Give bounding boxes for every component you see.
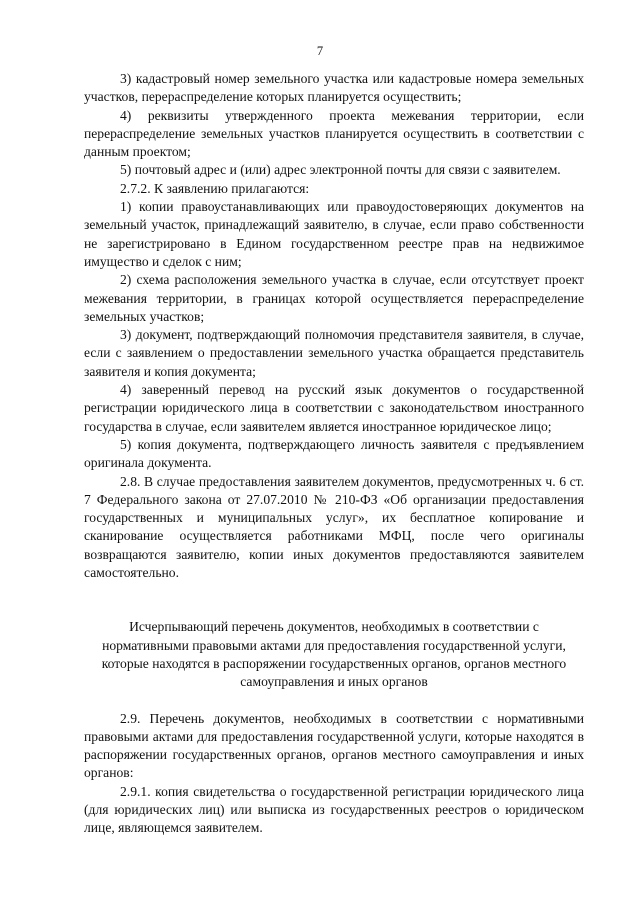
section-heading: Исчерпывающий перечень документов, необходимых в соответствии с нормативными правовыми актами для предоставления государственной услуги, которые находятся в распоряжении государственных органов, органов местного самоуправления и иных органов (101, 619, 567, 690)
paragraph-attach-4: 4) заверенный перевод на русский язык документов о государственной регистрации юридического лица в соответствии с законодательством иностранного государства в случае, если заявителем является иностранное юридическое лицо; (84, 382, 584, 434)
paragraph-attach-5: 5) копия документа, подтверждающего личность заявителя с предъявлением оригинала документа. (84, 436, 584, 471)
paragraph-2-7-2: 2.7.2. К заявлению прилагаются: (120, 180, 310, 196)
paragraph-4-requisites: 4) реквизиты утвержденного проекта межевания территории, если перераспределение земельных участков планируется осуществить в соответствии с данным проектом; (84, 107, 584, 160)
paragraph-2-9-1: 2.9.1. копия свидетельства о государственной регистрации юридического лица (для юридических лиц) или выписка из государственных реестров о юридическом лице, являющемся заявителем. (84, 783, 584, 836)
heading-spacer (84, 692, 584, 710)
section-spacer (84, 582, 584, 618)
paragraph-attach-2: 2) схема расположения земельного участка в случае, если отсутствует проект межевания территории, в границах которой осуществляется перераспределение земельных участков; (84, 272, 584, 324)
paragraph-2-9: 2.9. Перечень документов, необходимых в соответствии с нормативными правовыми актами для предоставления государственной услуги, которые находятся в распоряжении государственных органов, органов местного самоуправления и иных органов: (84, 710, 584, 781)
page-number: 7 (316, 44, 324, 58)
paragraph-attach-3: 3) документ, подтверждающий полномочия представителя заявителя, в случае, если с заявлением о предоставлении земельного участка обращается представитель заявителя и копия документа; (84, 327, 584, 379)
document-body (84, 70, 584, 838)
paragraph-2-8: 2.8. В случае предоставления заявителем документов, предусмотренных ч. 6 ст. 7 Федерального закона от 27.07.2010 № 210-ФЗ «Об организации предоставления государственных и муниципальных услуг», их бесплатное копирование и сканирование осуществляется работниками МФЦ, после чего оригиналы возвращаются заявителю, копии иных документов предоставляются заявителем самостоятельно. (84, 473, 584, 581)
paragraph-3-cadastral: 3) кадастровый номер земельного участка или кадастровые номера земельных участков, перераспределение которых планируется осуществить; (84, 71, 584, 105)
paragraph-5-address: 5) почтовый адрес и (или) адрес электронной почты для связи с заявителем. (120, 162, 561, 178)
paragraph-attach-1: 1) копии правоустанавливающих или правоудостоверяющих документов на земельный участок, принадлежащий заявителю, в случае, если право собственности не зарегистрировано в Едином государственном реестре прав на недвижимое имущество и сделок с ним; (84, 199, 584, 269)
